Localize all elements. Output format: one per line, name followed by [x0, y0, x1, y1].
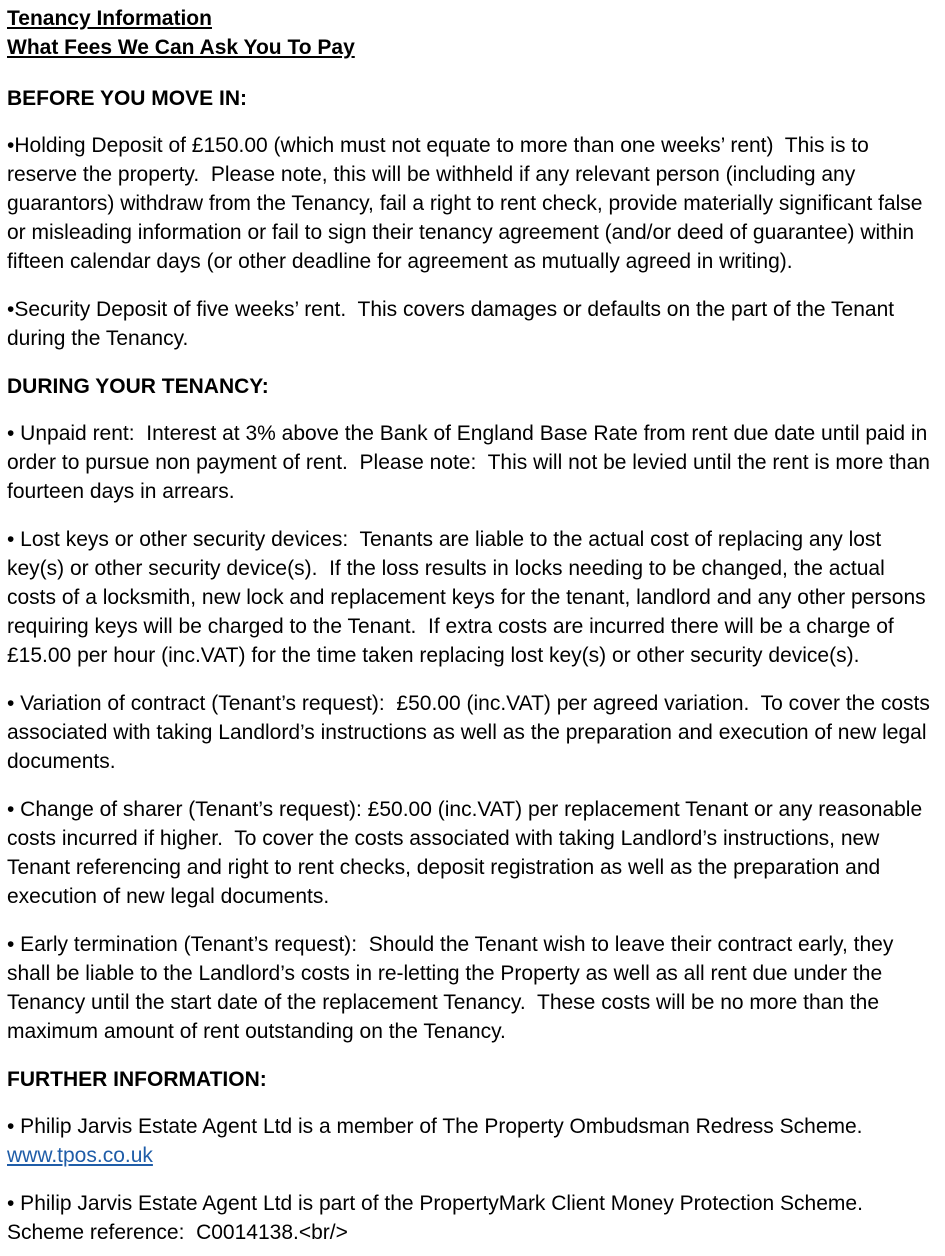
para-change-of-sharer: • Change of sharer (Tenant’s request): £50.00 (inc.VAT) per replacement Tenant or any reasonable costs incurred if higher. To cover the costs associated with taking Landlord’s instructions, new Tenant referencing and right to rent checks, deposit registration as well as the preparation and execution of new legal documents.	[7, 798, 928, 908]
para-holding-deposit: •Holding Deposit of £150.00 (which must not equate to more than one weeks’ rent) This is to reserve the property. Please note, this will be withheld if any relevant person (including any guarantors) withdraw from the Tenancy, fail a right to rent check, provide materially significant false or misleading information or fail to sign their tenancy agreement (and/or deed of guarantee) within fifteen calendar days (or other deadline for agreement as mutually agreed in writing).	[7, 134, 929, 273]
ombudsman-scheme-text: • Philip Jarvis Estate Agent Ltd is a member of The Property Ombudsman Redress Scheme.	[7, 1115, 869, 1138]
para-ombudsman-scheme	[7, 1112, 939, 1170]
section-before-you-move-in	[7, 84, 939, 353]
para-client-money-protection: • Philip Jarvis Estate Agent Ltd is part of the PropertyMark Client Money Protection Scheme. Scheme reference: C0014138.<br/>	[7, 1192, 869, 1244]
para-security-deposit: •Security Deposit of five weeks’ rent. This covers damages or defaults on the part of the Tenant during the Tenancy.	[7, 298, 900, 350]
para-variation-of-contract: • Variation of contract (Tenant’s request): £50.00 (inc.VAT) per agreed variation. To cover the costs associated with taking Landlord’s instructions as well as the preparation and execution of new legal documents.	[7, 692, 936, 773]
para-early-termination: • Early termination (Tenant’s request): Should the Tenant wish to leave their contract early, they shall be liable to the Landlord’s costs in re-letting the Property as well as all rent due under the Tenancy until the start date of the replacement Tenancy. These costs will be no more than the maximum amount of rent outstanding on the Tenancy.	[7, 933, 900, 1043]
para-unpaid-rent: • Unpaid rent: Interest at 3% above the Bank of England Base Rate from rent due date until paid in order to pursue non payment of rent. Please note: This will not be levied until the rent is more than fourteen days in arrears.	[7, 422, 936, 503]
document-title-line2: What Fees We Can Ask You To Pay	[7, 36, 355, 59]
document-title-line1: Tenancy Information	[7, 7, 212, 30]
heading-before-you-move-in: BEFORE YOU MOVE IN:	[7, 87, 247, 110]
para-lost-keys: • Lost keys or other security devices: Tenants are liable to the actual cost of replacing any lost key(s) or other security device(s). If the loss results in locks needing to be changed, the actual costs of a locksmith, new lock and replacement keys for the tenant, landlord and any other persons requiring keys will be charged to the Tenant. If extra costs are incurred there will be a charge of £15.00 per hour (inc.VAT) for the time taken replacing lost key(s) or other security device(s).	[7, 528, 932, 667]
section-further-information	[7, 1065, 939, 1247]
document-title	[7, 4, 939, 62]
heading-further-information: FURTHER INFORMATION:	[7, 1068, 267, 1091]
tpos-link[interactable]: www.tpos.co.uk	[7, 1144, 153, 1167]
section-during-your-tenancy	[7, 372, 939, 1046]
heading-during-your-tenancy: DURING YOUR TENANCY:	[7, 375, 269, 398]
